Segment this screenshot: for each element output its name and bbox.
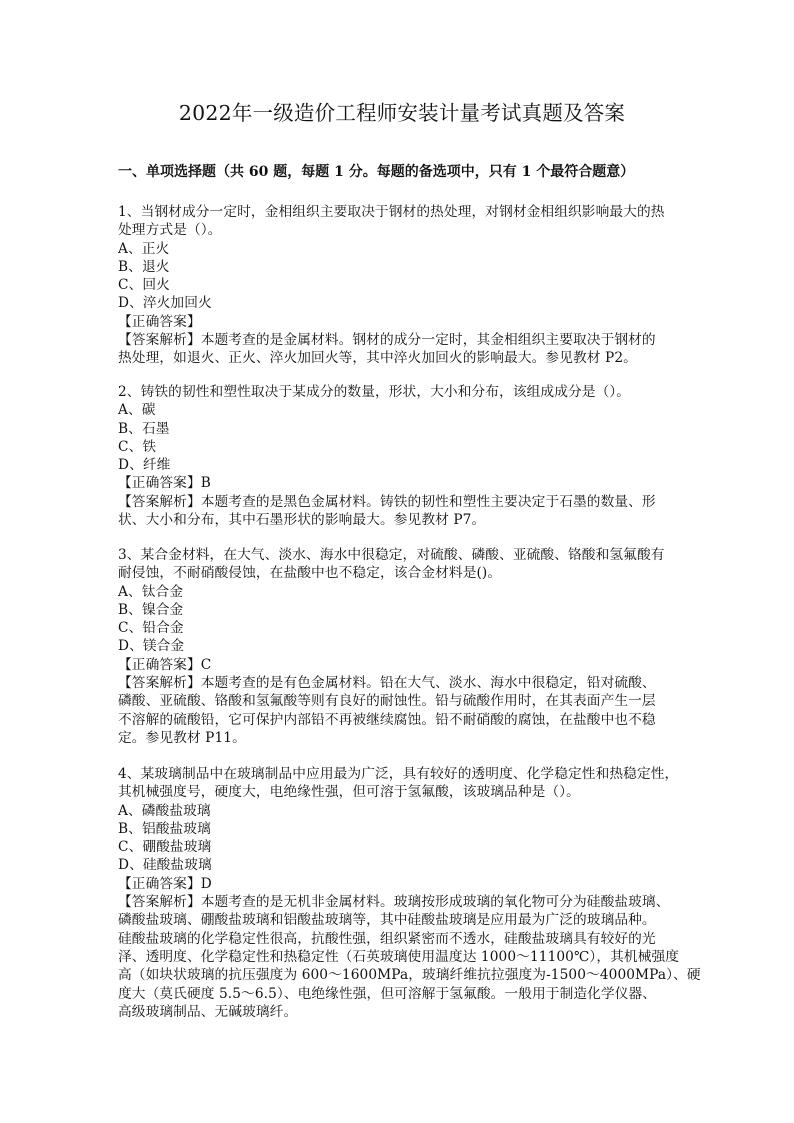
correct-answer: 【正确答案】 (118, 313, 201, 330)
page-title: 2022年一级造价工程师安装计量考试真题及答案 (178, 101, 626, 125)
section-heading: 一、单项选择题（共 60 题，每题 1 分。每题的备选项中，只有 1 个最符合题意） (118, 164, 635, 180)
answer-analysis-line: 磷酸盐玻璃、硼酸盐玻璃和铝酸盐玻璃等，其中硅酸盐玻璃是应用最为广泛的玻璃品种。 (118, 912, 656, 929)
option-b: B、退火 (118, 258, 170, 275)
option-b: B、铝酸盐玻璃 (118, 820, 211, 837)
question-stem-line: 耐侵蚀，不耐硝酸侵蚀，在盐酸中也不稳定，该合金材料是()。 (118, 565, 502, 582)
option-d: D、硅酸盐玻璃 (118, 857, 212, 874)
answer-analysis-line: 度大（莫氏硬度 5.5～6.5）、电绝缘性强，但可溶解于氢氟酸。一般用于制造化学仪器、 (118, 985, 657, 1002)
option-d: D、淬火加回火 (118, 295, 212, 312)
question-stem-line: 1、当钢材成分一定时，金相组织主要取决于钢材的热处理，对钢材金相组织影响最大的热 (118, 204, 665, 220)
option-c: C、回火 (118, 277, 170, 294)
option-a: A、钛合金 (118, 583, 184, 600)
question-4 (118, 765, 701, 1021)
option-a: A、磷酸盐玻璃 (118, 802, 211, 819)
question-stem-line: 4、某玻璃制品中在玻璃制品中应用最为广泛，具有较好的透明度、化学稳定性和热稳定性， (118, 766, 679, 782)
answer-analysis-line: 【答案解析】本题考查的是无机非金属材料。玻璃按形成玻璃的氧化物可分为硅酸盐玻璃、 (118, 894, 670, 911)
correct-answer: 【正确答案】C (118, 656, 212, 673)
option-a: A、碳 (118, 402, 156, 419)
option-c: C、硼酸盐玻璃 (118, 839, 212, 856)
answer-analysis-line: 状、大小和分布，其中石墨形状的影响最大。参见教材 P7。 (118, 512, 486, 529)
option-d: D、纤维 (118, 457, 171, 474)
answer-analysis-line: 磷酸、亚硫酸、铬酸和氢氟酸等则有良好的耐蚀性。铅与硫酸作用时，在其表面产生一层 (118, 693, 656, 710)
answer-analysis-line: 硅酸盐玻璃的化学稳定性很高，抗酸性强，组织紧密而不透水，硅酸盐玻璃具有较好的光 (118, 930, 656, 947)
answer-analysis-line: 泽、透明度、化学稳定性和热稳定性（石英玻璃使用温度达 1000～11100℃），其机械强度 (118, 948, 680, 965)
answer-analysis-line: 不溶解的硫酸铅，它可保护内部铅不再被继续腐蚀。铅不耐硝酸的腐蚀，在盐酸中也不稳 (118, 711, 656, 728)
question-3 (118, 546, 698, 747)
answer-analysis-line: 【答案解析】本题考查的是黑色金属材料。铸铁的韧性和塑性主要决定于石墨的数量、形 (118, 493, 656, 510)
correct-answer: 【正确答案】B (118, 475, 211, 492)
question-1 (118, 203, 698, 368)
option-c: C、铅合金 (118, 620, 184, 637)
question-stem-line: 处理方式是（）。 (118, 222, 222, 239)
option-c: C、铁 (118, 438, 157, 455)
option-d: D、镁合金 (118, 638, 185, 655)
option-b: B、镍合金 (118, 601, 184, 618)
question-2 (118, 383, 698, 529)
answer-analysis-line: 【答案解析】本题考查的是金属材料。钢材的成分一定时，其金相组织主要取决于钢材的 (118, 332, 656, 349)
question-stem-line: 3、某合金材料，在大气、淡水、海水中很稳定，对硫酸、磷酸、亚硫酸、铬酸和氢氟酸有 (118, 547, 665, 563)
answer-analysis-line: 热处理，如退火、正火、淬火加回火等，其中淬火加回火的影响最大。参见教材 P2。 (118, 350, 637, 367)
answer-analysis-line: 定。参见教材 P11。 (118, 729, 246, 746)
answer-analysis-line: 高级玻璃制品、无碱玻璃纤。 (118, 1003, 298, 1020)
answer-analysis-line: 高（如块状玻璃的抗压强度为 600～1600MPa，玻璃纤维抗拉强度为-1500～4000MPa）、硬 (118, 967, 701, 984)
correct-answer: 【正确答案】D (118, 875, 212, 892)
question-stem-line: 其机械强度号，硬度大，电绝缘性强，但可溶于氢氟酸，该玻璃品种是（）。 (118, 784, 580, 801)
answer-analysis-line: 【答案解析】本题考查的是有色金属材料。铅在大气、淡水、海水中很稳定，铅对硫酸、 (118, 675, 656, 692)
option-b: B、石墨 (118, 420, 170, 437)
question-stem-line: 2、铸铁的韧性和塑性取决于某成分的数量，形状，大小和分布，该组成成分是（）。 (118, 384, 631, 400)
option-a: A、正火 (118, 240, 170, 257)
